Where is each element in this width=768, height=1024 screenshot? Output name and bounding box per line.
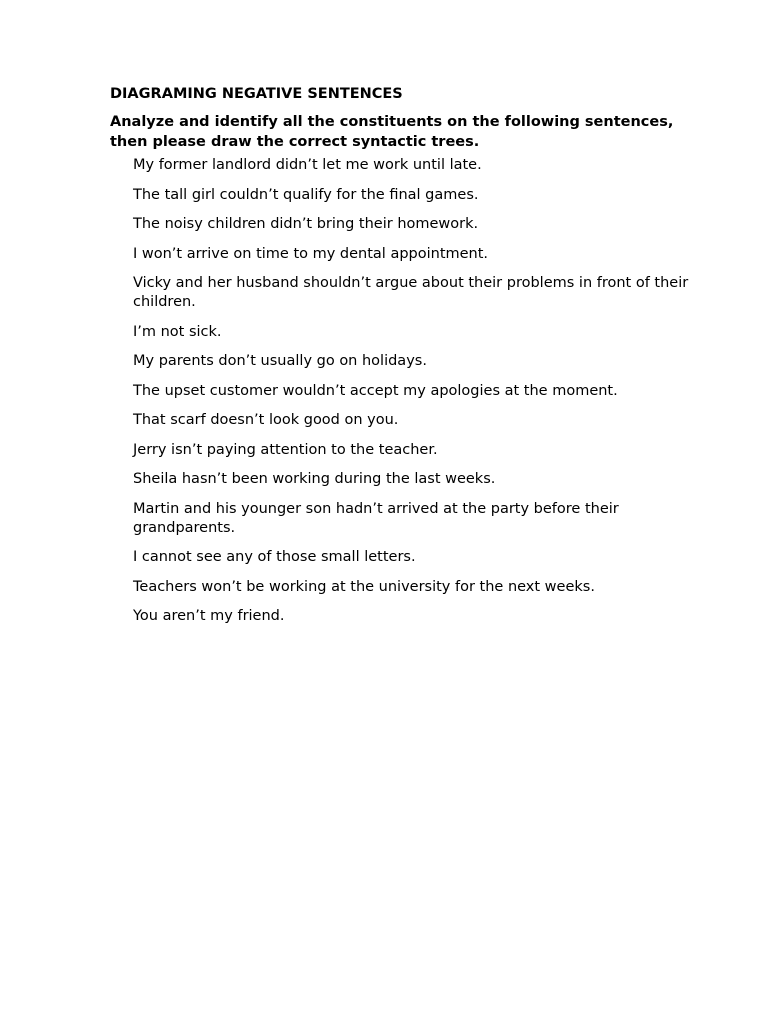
sentence-item: The tall girl couldn’t qualify for the final games. (133, 186, 479, 203)
sentence-item: Martin and his younger son hadn’t arrived at the party before their grandparents. (133, 500, 619, 536)
sentence-item: Teachers won’t be working at the university for the next weeks. (133, 578, 595, 595)
sentence-item: You aren’t my friend. (133, 608, 285, 624)
document-content (110, 84, 690, 637)
sentence-item: My former landlord didn’t let me work until late. (133, 157, 482, 173)
document-title: DIAGRAMING NEGATIVE SENTENCES (110, 86, 403, 102)
sentence-item: Sheila hasn’t been working during the last weeks. (133, 471, 496, 487)
sentence-item: I won’t arrive on time to my dental appointment. (133, 245, 489, 262)
sentence-list (110, 156, 690, 626)
sentence-item: Vicky and her husband shouldn’t argue about their problems in front of their children. (133, 275, 689, 310)
sentence-item: The noisy children didn’t bring their homework. (133, 216, 479, 232)
sentence-item: That scarf doesn’t look good on you. (133, 412, 399, 428)
sentence-item: Jerry isn’t paying attention to the teacher. (133, 441, 438, 458)
sentence-item: The upset customer wouldn’t accept my apologies at the moment. (133, 382, 618, 399)
sentence-item: My parents don’t usually go on holidays. (133, 353, 427, 369)
document-instructions: Analyze and identify all the constituents on the following sentences, then please draw the correct syntactic trees. (110, 114, 674, 150)
sentence-item: I’m not sick. (133, 323, 222, 340)
sentence-item: I cannot see any of those small letters. (133, 549, 416, 565)
